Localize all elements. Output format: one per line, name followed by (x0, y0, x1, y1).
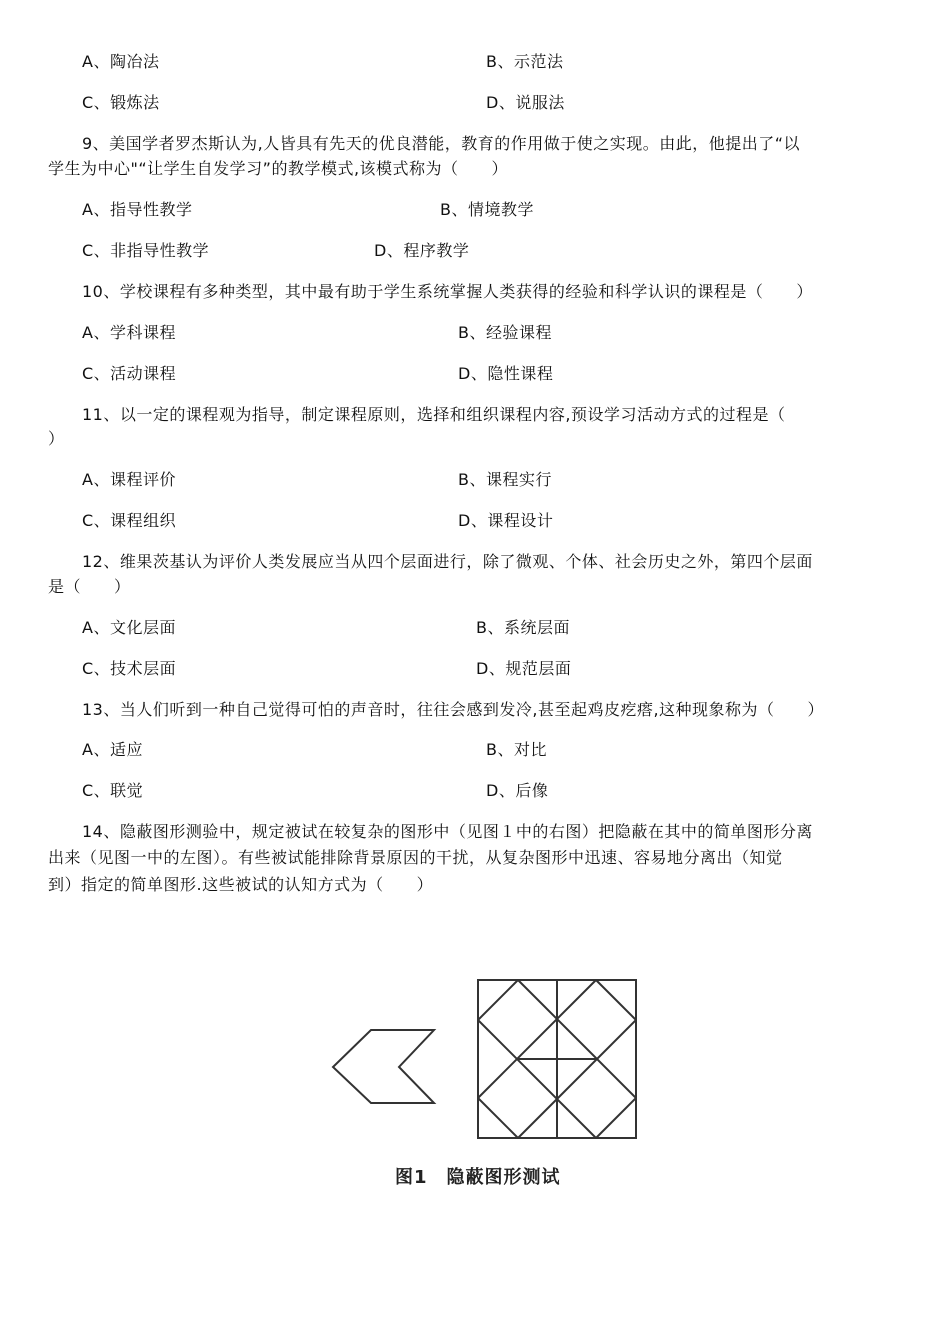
q14-stem-line1: 14、隐蔽图形测验中，规定被试在较复杂的图形中（见图１中的右图）把隐蔽在其中的简单图形分离 (82, 822, 813, 841)
q9-option-d: D、程序教学 (374, 241, 470, 260)
figure-caption: 图1 隐蔽图形测试 (395, 1167, 561, 1188)
q13-stem: 13、当人们听到一种自己觉得可怕的声音时，往往会感到发冷,甚至起鸡皮疙瘩,这种现象称为（ ） (82, 700, 825, 719)
q8-option-a: A、陶冶法 (82, 52, 160, 71)
q9-option-b: B、情境教学 (440, 200, 534, 219)
q8-option-c: C、锻炼法 (82, 93, 160, 112)
q9-stem-line2: 学生为中心"“让学生自发学习”的教学模式,该模式称为（ ） (48, 159, 509, 178)
q13-option-b: B、对比 (486, 740, 547, 759)
q10-option-d: D、隐性课程 (458, 364, 554, 383)
simple-figure (333, 1030, 434, 1103)
q14-stem-line3: 到）指定的简单图形.这些被试的认知方式为（ ） (48, 875, 434, 894)
q9-option-c: C、非指导性教学 (82, 241, 210, 260)
q11-stem-line2: ） (48, 429, 65, 448)
q10-option-a: A、学科课程 (82, 323, 176, 342)
complex-figure (478, 980, 636, 1138)
q10-stem: 10、学校课程有多种类型，其中最有助于学生系统掌握人类获得的经验和科学认识的课程是（ ） (82, 282, 813, 301)
q12-option-d: D、规范层面 (476, 659, 572, 678)
q10-option-c: C、活动课程 (82, 364, 177, 383)
q14-stem-line2: 出来（见图一中的左图）。有些被试能排除背景原因的干扰，从复杂图形中迅速、容易地分离出（知觉 (48, 848, 783, 867)
q13-option-d: D、后像 (486, 781, 549, 800)
q12-option-a: A、文化层面 (82, 618, 176, 637)
q8-option-d: D、说服法 (486, 93, 565, 112)
q12-option-c: C、技术层面 (82, 659, 177, 678)
q9-stem-line1: 9、美国学者罗杰斯认为,人皆具有先天的优良潜能，教育的作用做于使之实现。由此，他提出了“以 (82, 134, 801, 153)
q13-option-c: C、联觉 (82, 781, 144, 800)
q11-option-d: D、课程设计 (458, 511, 554, 530)
q13-option-a: A、适应 (82, 740, 143, 759)
q11-option-c: C、课程组织 (82, 511, 177, 530)
q11-option-a: A、课程评价 (82, 470, 176, 489)
q9-option-a: A、指导性教学 (82, 200, 193, 219)
q11-stem-line1: 11、以一定的课程观为指导，制定课程原则，选择和组织课程内容,预设学习活动方式的过程是（ (82, 405, 786, 424)
q12-stem-line2: 是（ ） (48, 577, 131, 596)
q10-option-b: B、经验课程 (458, 323, 552, 342)
q11-option-b: B、课程实行 (458, 470, 552, 489)
q12-stem-line1: 12、维果茨基认为评价人类发展应当从四个层面进行，除了微观、个体、社会历史之外，第四个层面 (82, 552, 813, 571)
q8-option-b: B、示范法 (486, 52, 564, 71)
q12-option-b: B、系统层面 (476, 618, 570, 637)
